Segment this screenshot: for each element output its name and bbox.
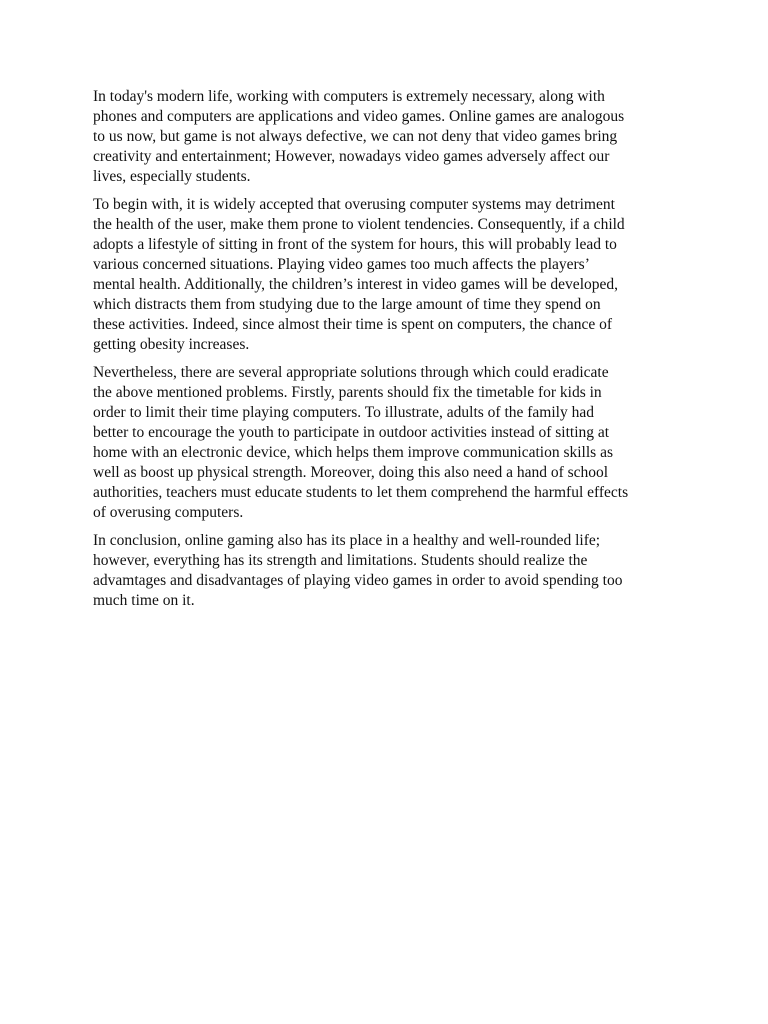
text-line: lives, especially students.: [93, 168, 251, 185]
text-line: advamtages and disadvantages of playing video games in order to avoid spending too: [93, 572, 623, 589]
text-line: however, everything has its strength and limitations. Students should realize the: [93, 552, 588, 569]
text-line: to us now, but game is not always defective, we can not deny that video games bring: [93, 128, 618, 145]
paragraph-body-problems: [93, 195, 683, 355]
text-line: creativity and entertainment; However, nowadays video games adversely affect our: [93, 148, 610, 165]
text-line: of overusing computers.: [93, 504, 244, 521]
text-line: which distracts them from studying due to the large amount of time they spend on: [93, 296, 601, 313]
text-line: various concerned situations. Playing video games too much affects the players’: [93, 256, 590, 273]
paragraph-body-solutions: [93, 363, 683, 523]
text-line: getting obesity increases.: [93, 336, 250, 353]
text-line: these activities. Indeed, since almost their time is spent on computers, the chance of: [93, 316, 613, 333]
text-line: Nevertheless, there are several appropriate solutions through which could eradicate: [93, 364, 609, 381]
text-line: authorities, teachers must educate students to let them comprehend the harmful effects: [93, 484, 629, 501]
text-line: the above mentioned problems. Firstly, parents should fix the timetable for kids in: [93, 384, 602, 401]
paragraph-conclusion: [93, 531, 683, 611]
text-line: well as boost up physical strength. Moreover, doing this also need a hand of school: [93, 464, 609, 481]
text-line: To begin with, it is widely accepted that overusing computer systems may detriment: [93, 196, 615, 213]
text-line: adopts a lifestyle of sitting in front of the system for hours, this will probably lead to: [93, 236, 617, 253]
text-line: better to encourage the youth to participate in outdoor activities instead of sitting at: [93, 424, 610, 441]
text-line: phones and computers are applications and video games. Online games are analogous: [93, 108, 625, 125]
document-body: [93, 87, 683, 619]
text-line: order to limit their time playing computers. To illustrate, adults of the family had: [93, 404, 594, 421]
text-line: mental health. Additionally, the children’s interest in video games will be developed,: [93, 276, 619, 293]
paragraph-introduction: [93, 87, 683, 187]
text-line: the health of the user, make them prone to violent tendencies. Consequently, if a child: [93, 216, 625, 233]
text-line: In today's modern life, working with computers is extremely necessary, along with: [93, 88, 605, 105]
text-line: In conclusion, online gaming also has its place in a healthy and well-rounded life;: [93, 532, 601, 549]
text-line: home with an electronic device, which helps them improve communication skills as: [93, 444, 613, 461]
text-line: much time on it.: [93, 592, 195, 609]
